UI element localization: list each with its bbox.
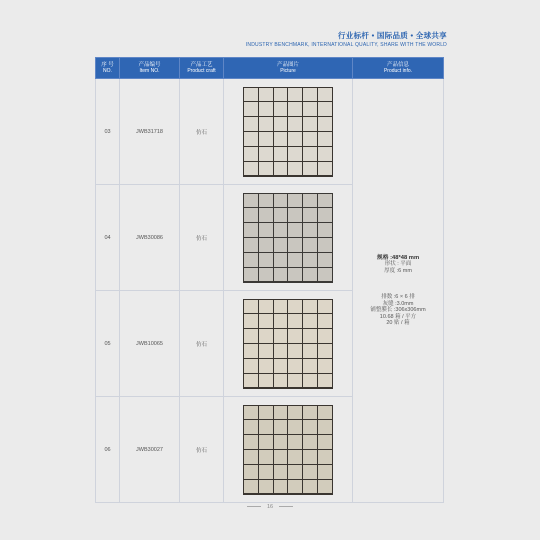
mosaic-tile — [274, 253, 288, 267]
mosaic-tile — [259, 253, 273, 267]
mosaic-tile — [318, 253, 332, 267]
mosaic-tile — [303, 435, 317, 449]
mosaic-tile — [274, 450, 288, 464]
mosaic-tile — [244, 268, 258, 282]
mosaic-tile — [318, 268, 332, 282]
mosaic-tile — [288, 480, 302, 494]
mosaic-tile — [244, 117, 258, 131]
row-picture — [224, 397, 353, 503]
mosaic-tile — [244, 223, 258, 237]
mosaic-tile — [303, 223, 317, 237]
mosaic-tile — [318, 102, 332, 116]
table-header-row — [96, 58, 444, 79]
info-shape: 形状 : 平面 — [384, 261, 412, 267]
mosaic-tile — [244, 238, 258, 252]
mosaic-tile — [303, 329, 317, 343]
mosaic-tile — [259, 435, 273, 449]
mosaic-tile — [318, 117, 332, 131]
mosaic-tile — [274, 117, 288, 131]
mosaic-tile — [318, 374, 332, 388]
mosaic-tile — [288, 117, 302, 131]
mosaic-tile — [288, 223, 302, 237]
mosaic-tile — [288, 435, 302, 449]
mosaic-tile — [303, 420, 317, 434]
mosaic-tile — [303, 450, 317, 464]
mosaic-tile — [303, 208, 317, 222]
mosaic-tile — [303, 132, 317, 146]
mosaic-tile — [259, 465, 273, 479]
mosaic-tile — [274, 344, 288, 358]
mosaic-tile — [259, 268, 273, 282]
table-row — [96, 79, 444, 185]
product-table — [95, 57, 444, 503]
mosaic-tile — [303, 314, 317, 328]
mosaic-tile — [259, 374, 273, 388]
row-picture — [224, 79, 353, 185]
mosaic-tile — [274, 359, 288, 373]
header-title-en: INDUSTRY BENCHMARK, INTERNATIONAL QUALITY, SHARE WITH THE WORLD — [245, 42, 447, 48]
mosaic-tile — [244, 480, 258, 494]
mosaic-tile — [288, 102, 302, 116]
mosaic-tile — [259, 344, 273, 358]
mosaic-tile — [244, 208, 258, 222]
mosaic-tile — [303, 147, 317, 161]
mosaic-tile — [259, 194, 273, 208]
col-header-craft: 产品工艺 Product craft — [180, 58, 224, 79]
mosaic-tile — [244, 162, 258, 176]
mosaic-tile — [274, 194, 288, 208]
mosaic-tile — [244, 359, 258, 373]
mosaic-tile — [318, 223, 332, 237]
mosaic-tile — [318, 162, 332, 176]
mosaic-tile — [259, 117, 273, 131]
mosaic-tile — [318, 344, 332, 358]
mosaic-tile — [259, 480, 273, 494]
mosaic-tile — [318, 480, 332, 494]
mosaic-tile — [274, 208, 288, 222]
mosaic-tile — [244, 406, 258, 420]
mosaic-tile — [259, 88, 273, 102]
mosaic-tile — [303, 300, 317, 314]
mosaic-tile — [288, 450, 302, 464]
mosaic-tile — [288, 88, 302, 102]
mosaic-tile — [274, 374, 288, 388]
row-item: JWB31718 — [120, 79, 180, 185]
mosaic-tile — [318, 147, 332, 161]
mosaic-tile — [288, 420, 302, 434]
mosaic-tile — [288, 314, 302, 328]
mosaic-tile — [244, 314, 258, 328]
mosaic-tile — [288, 329, 302, 343]
mosaic-tile — [303, 374, 317, 388]
page-number: 16 — [0, 504, 540, 510]
mosaic-tile — [259, 132, 273, 146]
info-layout: 排数 :6 × 6 排 — [381, 294, 415, 300]
mosaic-tile — [274, 102, 288, 116]
mosaic-tile-image — [243, 87, 333, 177]
mosaic-tile — [303, 406, 317, 420]
mosaic-tile — [244, 420, 258, 434]
mosaic-tile — [288, 359, 302, 373]
mosaic-tile — [303, 102, 317, 116]
mosaic-tile — [244, 132, 258, 146]
mosaic-tile — [259, 450, 273, 464]
mosaic-tile — [259, 238, 273, 252]
mosaic-tile — [318, 435, 332, 449]
row-item: JWB10065 — [120, 291, 180, 397]
col-header-item: 产品编号 Item NO. — [120, 58, 180, 79]
mosaic-tile — [274, 147, 288, 161]
col-header-no: 序 号 NO. — [96, 58, 120, 79]
mosaic-tile — [288, 132, 302, 146]
mosaic-tile — [274, 132, 288, 146]
mosaic-tile — [318, 314, 332, 328]
mosaic-tile — [259, 162, 273, 176]
header-title-cn: 行业标杆 • 国际品质 • 全球共享 — [338, 31, 447, 40]
mosaic-tile — [244, 102, 258, 116]
mosaic-tile — [303, 117, 317, 131]
mosaic-tile — [274, 480, 288, 494]
mosaic-tile — [274, 420, 288, 434]
mosaic-tile — [318, 359, 332, 373]
info-pieces: 20 贴 / 箱 — [386, 320, 410, 326]
mosaic-tile — [259, 102, 273, 116]
mosaic-tile — [259, 208, 273, 222]
row-picture — [224, 185, 353, 291]
mosaic-tile — [288, 238, 302, 252]
mosaic-tile — [303, 238, 317, 252]
info-per-box: 10.68 箱 / 平方 — [379, 313, 417, 320]
mosaic-tile — [318, 450, 332, 464]
info-board: 铺整膜长 :306x306mm — [370, 307, 426, 313]
mosaic-tile — [288, 147, 302, 161]
mosaic-tile — [288, 465, 302, 479]
row-craft: 仿石 — [180, 397, 224, 503]
info-thickness: 厚度 :6 mm — [384, 267, 412, 274]
mosaic-tile — [274, 314, 288, 328]
mosaic-tile — [274, 162, 288, 176]
mosaic-tile — [303, 359, 317, 373]
product-info-cell — [353, 79, 444, 503]
mosaic-tile — [274, 88, 288, 102]
mosaic-tile — [274, 238, 288, 252]
mosaic-tile — [274, 223, 288, 237]
mosaic-tile — [318, 238, 332, 252]
row-craft: 仿石 — [180, 185, 224, 291]
mosaic-tile — [288, 406, 302, 420]
mosaic-tile — [244, 344, 258, 358]
mosaic-tile — [244, 147, 258, 161]
mosaic-tile — [274, 300, 288, 314]
mosaic-tile — [259, 359, 273, 373]
mosaic-tile — [274, 406, 288, 420]
mosaic-tile — [303, 344, 317, 358]
mosaic-tile — [274, 268, 288, 282]
mosaic-tile — [303, 88, 317, 102]
mosaic-tile-image — [243, 193, 333, 283]
mosaic-tile — [303, 253, 317, 267]
mosaic-tile — [259, 300, 273, 314]
mosaic-tile — [288, 162, 302, 176]
mosaic-tile — [259, 329, 273, 343]
row-craft: 仿石 — [180, 291, 224, 397]
mosaic-tile — [244, 329, 258, 343]
mosaic-tile-image — [243, 299, 333, 389]
col-header-picture: 产品图片 Picture — [224, 58, 353, 79]
info-joint: 灰缝 :3.0mm — [382, 300, 414, 307]
col-header-info: 产品信息 Product info. — [353, 58, 444, 79]
mosaic-tile — [244, 465, 258, 479]
mosaic-tile — [318, 132, 332, 146]
mosaic-tile — [259, 314, 273, 328]
mosaic-tile — [244, 450, 258, 464]
mosaic-tile — [244, 88, 258, 102]
mosaic-tile — [288, 344, 302, 358]
row-craft: 仿石 — [180, 79, 224, 185]
mosaic-tile — [318, 88, 332, 102]
mosaic-tile — [318, 208, 332, 222]
row-picture — [224, 291, 353, 397]
mosaic-tile — [244, 374, 258, 388]
row-item: JWB30086 — [120, 185, 180, 291]
mosaic-tile — [318, 406, 332, 420]
mosaic-tile — [244, 435, 258, 449]
mosaic-tile — [244, 194, 258, 208]
mosaic-tile — [274, 329, 288, 343]
mosaic-tile — [259, 147, 273, 161]
mosaic-tile — [303, 194, 317, 208]
mosaic-tile — [288, 253, 302, 267]
row-no: 04 — [96, 185, 120, 291]
mosaic-tile — [288, 300, 302, 314]
mosaic-tile — [259, 420, 273, 434]
mosaic-tile — [259, 223, 273, 237]
mosaic-tile — [244, 300, 258, 314]
mosaic-tile — [288, 268, 302, 282]
mosaic-tile — [274, 435, 288, 449]
info-spec: 规格 :48*48 mm — [376, 254, 420, 261]
row-no: 03 — [96, 79, 120, 185]
mosaic-tile — [303, 162, 317, 176]
mosaic-tile — [288, 374, 302, 388]
mosaic-tile — [303, 268, 317, 282]
mosaic-tile — [318, 329, 332, 343]
mosaic-tile — [288, 208, 302, 222]
mosaic-tile — [318, 465, 332, 479]
mosaic-tile — [303, 465, 317, 479]
mosaic-tile — [274, 465, 288, 479]
mosaic-tile — [288, 194, 302, 208]
row-no: 05 — [96, 291, 120, 397]
row-item: JWB30027 — [120, 397, 180, 503]
mosaic-tile — [318, 194, 332, 208]
mosaic-tile-image — [243, 405, 333, 495]
mosaic-tile — [259, 406, 273, 420]
mosaic-tile — [318, 300, 332, 314]
mosaic-tile — [244, 253, 258, 267]
row-no: 06 — [96, 397, 120, 503]
mosaic-tile — [303, 480, 317, 494]
mosaic-tile — [318, 420, 332, 434]
